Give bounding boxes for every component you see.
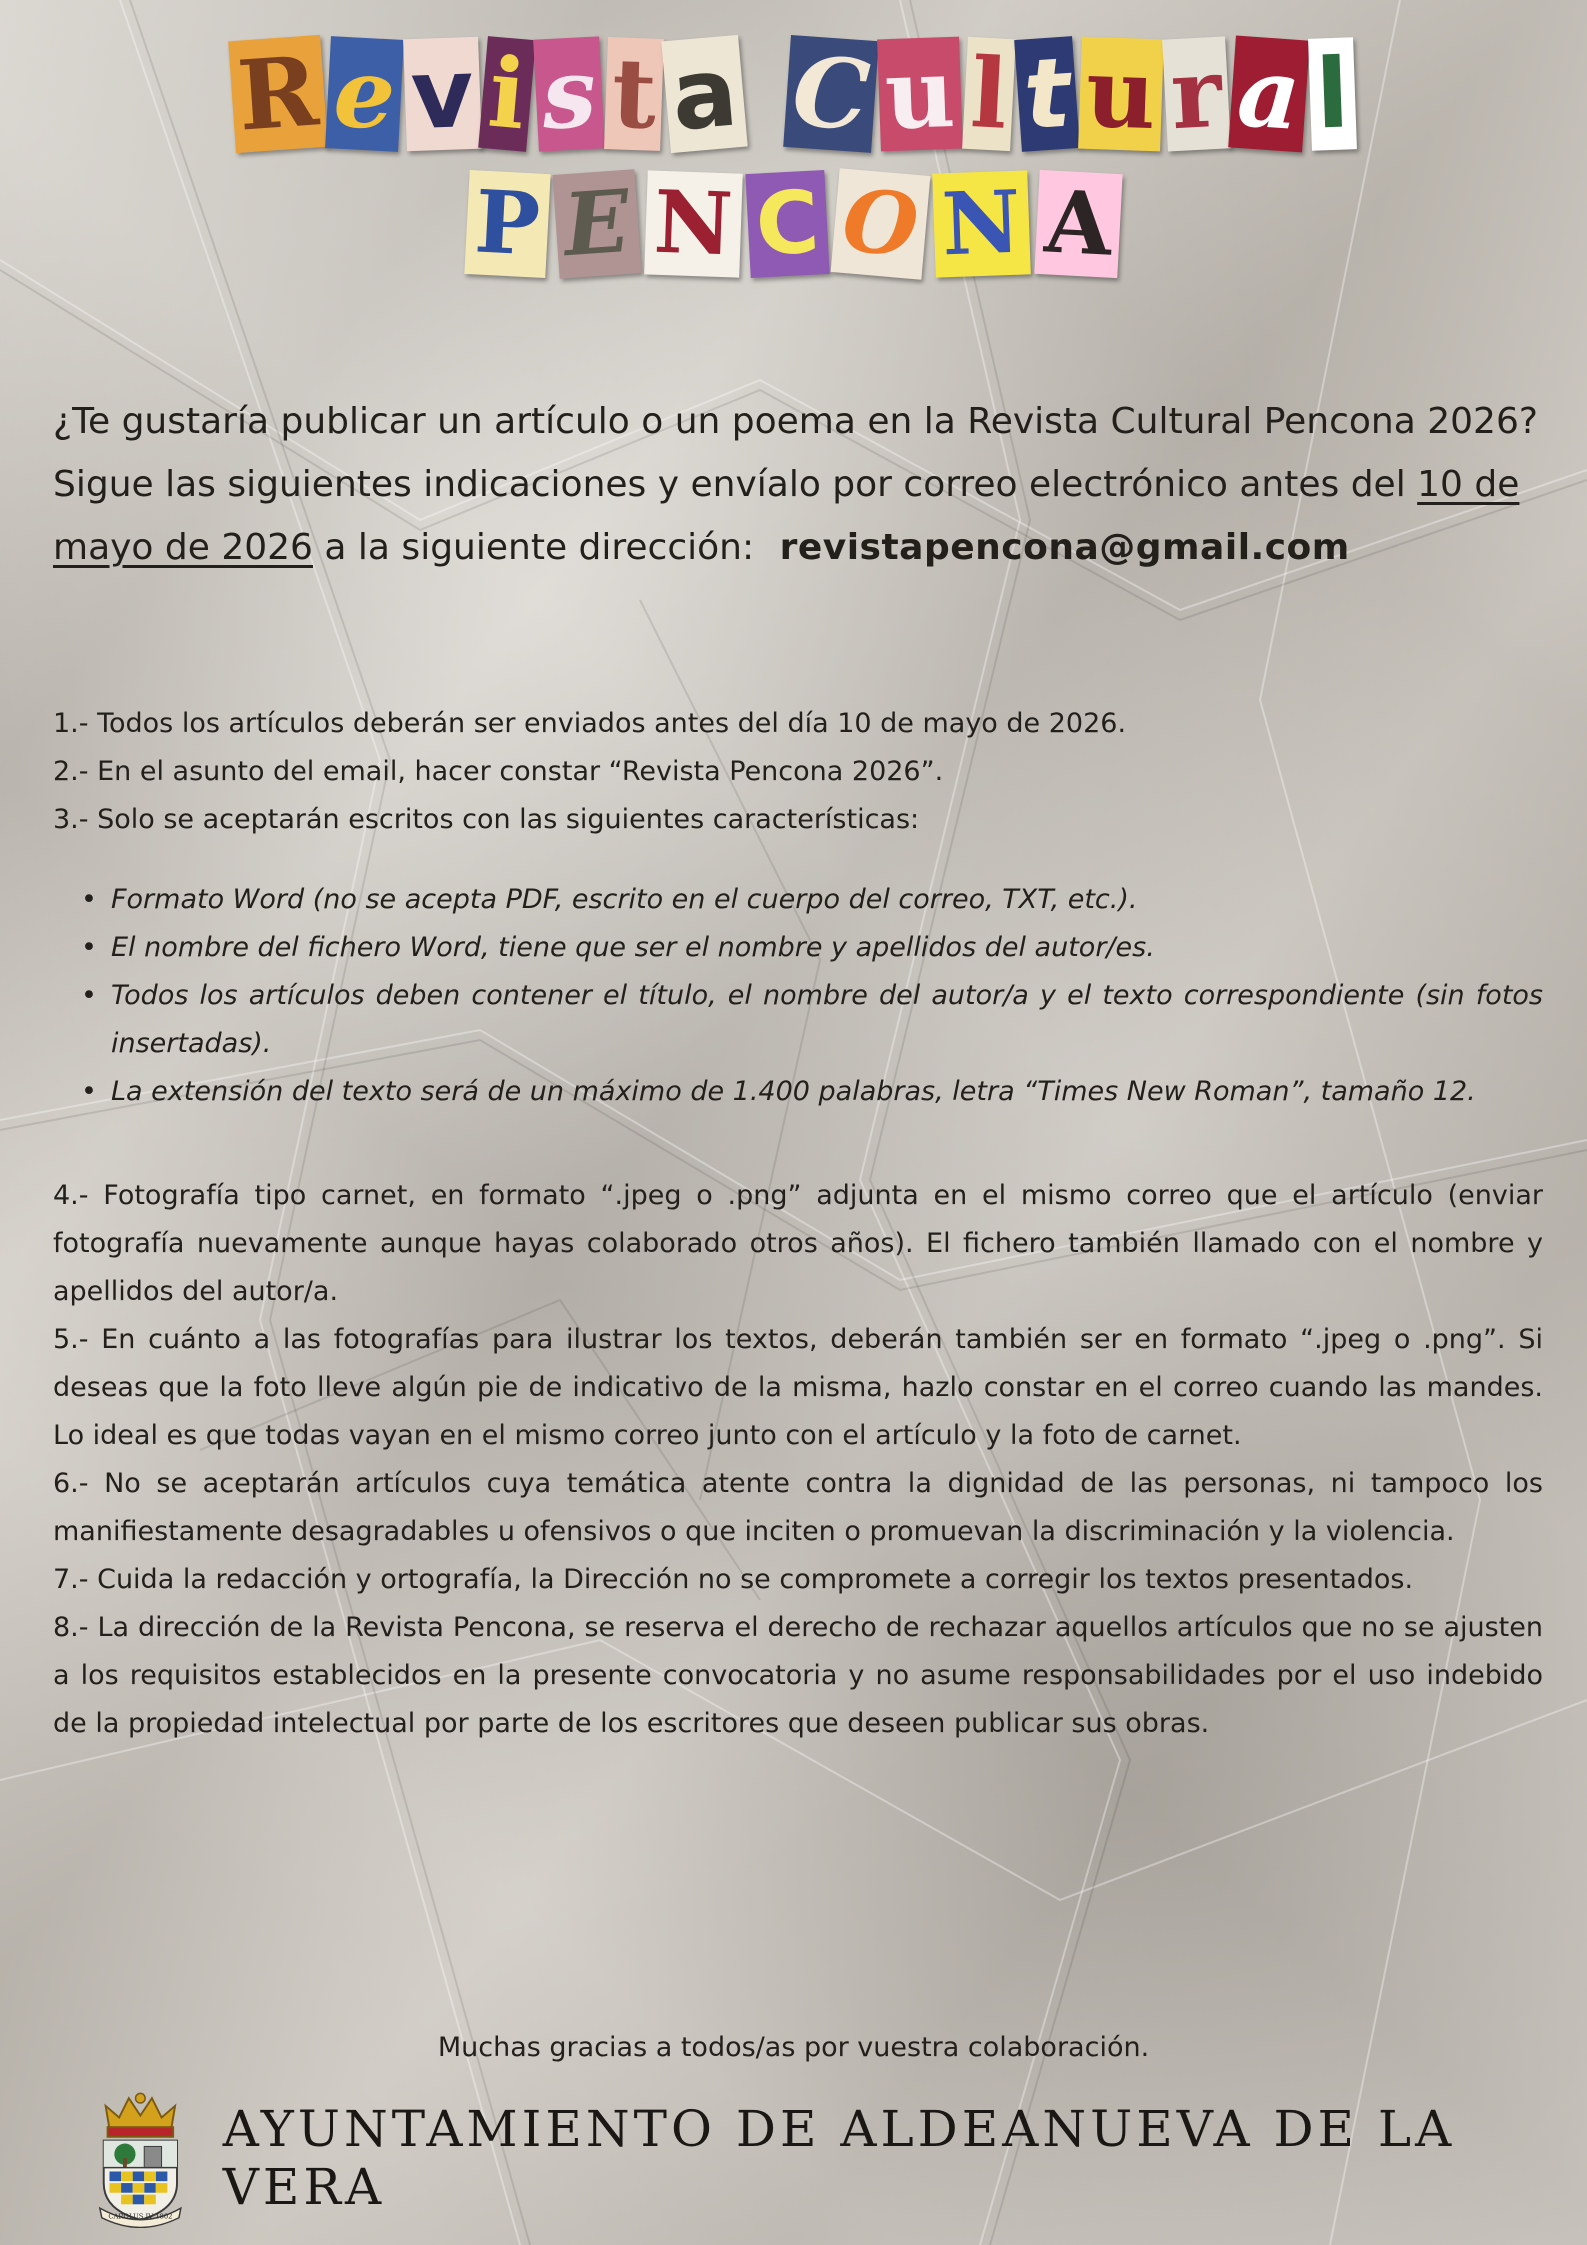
title-letter: v [403, 37, 481, 152]
list-item: • El nombre del fichero Word, tiene que ser el nombre y apellidos del autor/es. [111, 924, 1543, 972]
thanks-note: Muchas gracias a todos/as por vuestra colaboración. [437, 2032, 1150, 2063]
rule-2: 2.- En el asunto del email, hacer constar “Revista Pencona 2026”. [53, 756, 944, 787]
list-item: • Todos los artículos deben contener el título, el nombre del autor/a y el texto correspondiente (sin fotos insertadas). [111, 972, 1543, 1068]
call-for-submissions-intro [53, 390, 1543, 579]
instructions-suffix: a la siguiente dirección: [324, 527, 755, 568]
title-letter: N [644, 170, 742, 277]
rule-7: 7.- Cuida la redacción y ortografía, la Dirección no se compromete a corregir los textos presentados. [53, 1564, 1414, 1595]
submission-rules [53, 700, 1543, 1748]
rule-5: 5.- En cuánto a las fotografías para ilustrar los textos, deberán también ser en formato “.jpeg o .png”. Si deseas que la foto lleve algún pie de indicativo de la misma, hazlo constar en el correo cuando las mandes. Lo ideal es que todas vayan en el mismo correo junto con el artículo y la foto de carnet. [53, 1324, 1543, 1451]
title-letter: r [1162, 36, 1230, 151]
title-letter: P [465, 170, 551, 278]
town-council-name: AYUNTAMIENTO DE ALDEANUEVA DE LA VERA [222, 2100, 1456, 2216]
title-letter: l [962, 37, 1016, 151]
title-letter: i [479, 36, 537, 152]
magazine-title-collage [0, 20, 1587, 276]
title-letter: C [746, 170, 830, 278]
title-line-revista-cultural [0, 34, 1587, 153]
rule-6: 6.- No se aceptarán artículos cuya temática atente contra la dignidad de las personas, ni tampoco los manifiestamente desagradables u ofensivos o que inciten o promuevan la discriminación y la violencia. [53, 1468, 1543, 1547]
submission-email-link[interactable]: revistapencona@gmail.com [779, 527, 1350, 568]
rule-4: 4.- Fotografía tipo carnet, en formato “.jpeg o .png” adjunta en el mismo correo que el artículo (enviar fotografía nuevamente aunque hayas colaborado otros años). El fichero también llamado con el nombre y apellidos del autor/a. [53, 1180, 1543, 1307]
rule-8: 8.- La dirección de la Revista Pencona, se reserva el derecho de rechazar aquellos artículos que no se ajusten a los requisitos establecidos en la presente convocatoria y no asume responsabilidades por el uso indebido de la propiedad intelectual por parte de los escritores que deseen publicar sus obras. [53, 1612, 1543, 1739]
title-letter: s [533, 36, 605, 151]
title-letter: a [661, 35, 747, 153]
title-letter: u [1078, 37, 1164, 152]
title-line-pencona [0, 169, 1587, 278]
title-letter: a [1228, 36, 1310, 153]
title-letter: N [932, 170, 1030, 277]
list-item: • Formato Word (no se acepta PDF, escrito en el cuerpo del correo, TXT, etc.). [111, 876, 1543, 924]
title-letter: C [783, 35, 879, 153]
title-letter: t [1014, 36, 1080, 152]
crest-motto: CAROLUS IV 1802 [108, 2212, 173, 2221]
rule-1: 1.- Todos los artículos deberán ser enviados antes del día 10 de mayo de 2026. [53, 708, 1127, 739]
title-letter: u [877, 37, 963, 152]
rule-3: 3.- Solo se aceptarán escritos con las siguientes características: [53, 804, 920, 835]
title-letter: e [325, 36, 404, 152]
intro-instructions [53, 453, 1543, 579]
title-letter: l [1308, 37, 1357, 150]
title-letter: t [604, 37, 664, 151]
list-item: • La extensión del texto será de un máximo de 1.400 palabras, letra “Times New Roman”, tamaño 12. [111, 1068, 1543, 1116]
title-letter: O [831, 168, 931, 280]
footer [96, 2088, 1587, 2228]
title-letter: R [228, 35, 327, 153]
intro-question: ¿Te gustaría publicar un artículo o un poema en la Revista Cultural Pencona 2026? [53, 401, 1538, 442]
deadline-date: 10 de mayo de 2026 [53, 464, 1520, 568]
instructions-prefix: Sigue las siguientes indicaciones y envíalo por correo electrónico antes del [53, 464, 1406, 505]
town-coat-of-arms-icon [96, 2088, 185, 2228]
format-requirements-list [111, 876, 1543, 1116]
title-letter: A [1034, 170, 1122, 278]
title-letter: E [553, 169, 642, 278]
